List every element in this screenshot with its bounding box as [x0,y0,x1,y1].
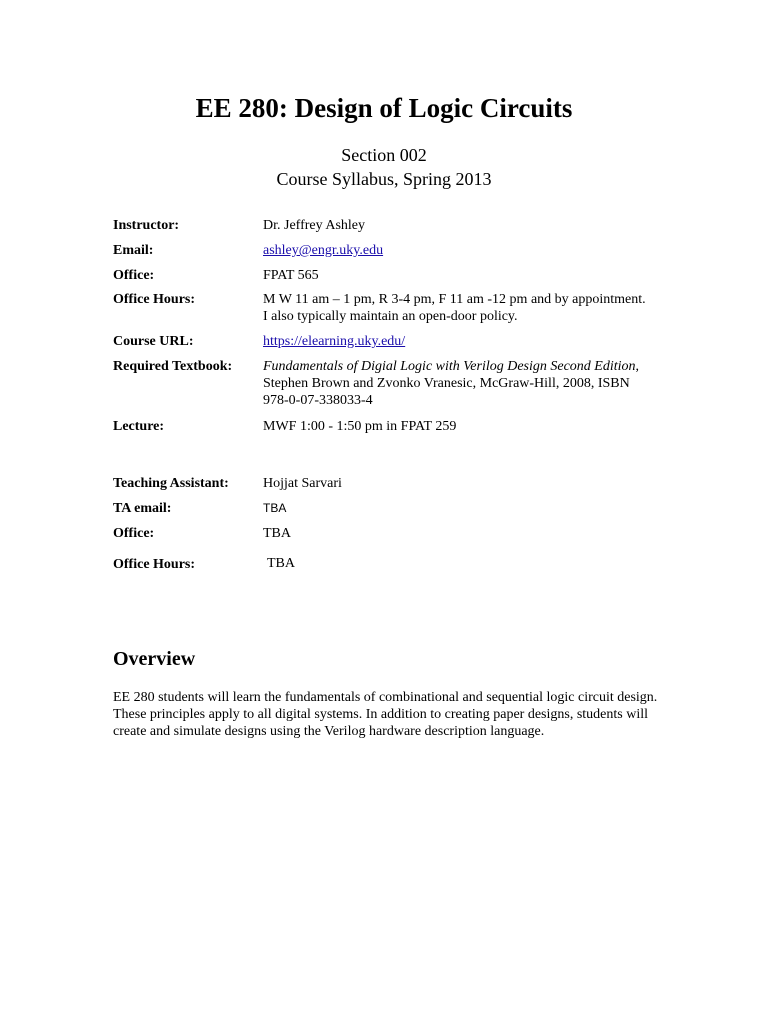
ta-office-hours-value: TBA [267,556,295,571]
course-url-value-wrap [263,333,653,350]
ta-email-label: TA email: [113,501,172,516]
ta-office-value: TBA [263,526,291,541]
office-hours-value: M W 11 am – 1 pm, R 3-4 pm, F 11 am -12 pm and by appointment. I also typically maintain an open-door policy. [263,292,646,324]
syllabus-term: Course Syllabus, Spring 2013 [276,169,492,189]
course-url-link[interactable]: https://elearning.uky.edu/ [263,334,406,349]
ta-office-hours-label: Office Hours: [113,557,196,572]
textbook-value [263,358,653,409]
instructor-label: Instructor: [113,218,180,233]
textbook-label: Required Textbook: [113,359,233,374]
instructor-value: Dr. Jeffrey Ashley [263,218,365,233]
office-value: FPAT 565 [263,268,319,283]
ta-value: Hojjat Sarvari [263,476,342,491]
email-label: Email: [113,243,154,258]
office-label: Office: [113,268,155,283]
ta-office-label: Office: [113,526,155,541]
office-hours-label: Office Hours: [113,292,196,307]
overview-body: EE 280 students will learn the fundamentals of combinational and sequential logic circuit design. These principles apply to all digital systems. In addition to creating paper designs, students will create and simulate designs using the Verilog hardware description language. [113,690,658,739]
subtitle-block [0,143,768,191]
textbook-details: , Stephen Brown and Zvonko Vranesic, McGraw-Hill, 2008, ISBN 978-0-07-338033-4 [263,359,640,408]
course-url-label: Course URL: [113,334,194,349]
lecture-value: MWF 1:00 - 1:50 pm in FPAT 259 [263,419,457,434]
ta-label: Teaching Assistant: [113,476,229,491]
page-title: EE 280: Design of Logic Circuits [195,93,573,123]
textbook-title: Fundamentals of Digial Logic with Verilog Design Second Edition [263,359,636,374]
lecture-label: Lecture: [113,419,165,434]
ta-email-value: TBA [263,501,287,515]
section-number: Section 002 [341,145,427,165]
overview-heading: Overview [113,648,196,670]
email-link[interactable]: ashley@engr.uky.edu [263,243,384,258]
email-value-wrap [263,242,653,259]
